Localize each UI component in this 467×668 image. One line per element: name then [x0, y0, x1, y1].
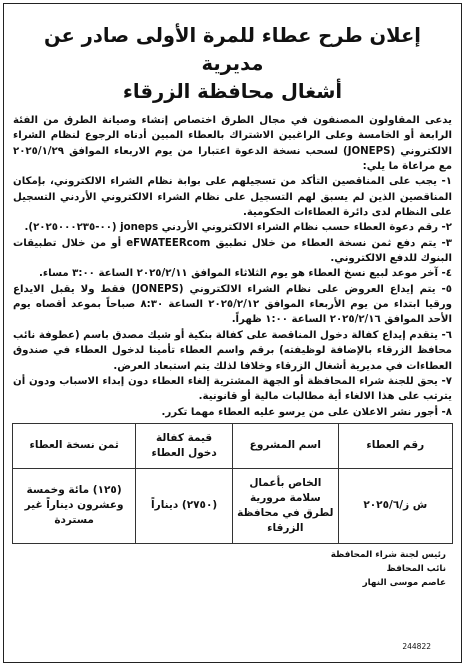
condition-item-3: ٣- يتم دفع ثمن نسخة العطاء من خلال تطبيق eFWATEERcom أو من خلال تطبيقات البنوك للدفع الالكتروني. — [13, 237, 452, 265]
condition-item-5: ٥- يتم إيداع العروض على نظام الشراء الالكتروني (JONEPS) فقط ولا يقبل الايداع ورقيا ابتداء من يوم الأربعاء الموافق ٢٠٢٥/٢/١٢ الساعة ٨:٣٠ صباحاً بموعد أقصاه يوم الأحد الموافق ٢٠٢٥/٢/١٦ الساعة ١:٠٠ ظهراً. — [13, 283, 452, 326]
header-bid-bond: قيمة كفالة دخول العطاء — [136, 423, 233, 468]
signature-line-1: رئيس لجنة شراء المحافظة — [330, 549, 446, 560]
header-tender-number: رقم العطاء — [338, 423, 452, 468]
condition-item-7: ٧- يحق للجنة شراء المحافظة أو الجهة المشترية إلغاء العطاء دون إبداء الاسباب ودون أن يترتب على هذا الالغاء أية مطالبات مالية أو قانونية. — [13, 375, 452, 403]
cell-project-name: الخاص بأعمال سلامة مرورية لطرق في محافظة الزرقاء — [233, 468, 339, 543]
condition-item-6: ٦- يتقدم إيداع كفالة دخول المناقصة على كفالة بنكية أو شيك مصدق باسم (عطوفة نائب محافظ الزرقاء بالإضافة لوظيفته) برقم واسم العطاء تأمينا لدخول العطاء في صندوق العطاءات في مديرية أشغال الزرقاء وخلافا لذلك يتم استبعاد العرض. — [13, 329, 452, 372]
cell-copy-price: (١٢٥) مائة وخمسة وعشرون ديناراً غير مستردة — [13, 468, 136, 543]
condition-item-1: ١- يجب على المناقصين التأكد من تسجيلهم على بوابة نظام الشراء الالكتروني، بإمكان المناقصين الذين لم يسبق لهم التسجيل على نظام الشراء الالكتروني الأردني التسجيل على النظام لدى دائرة العطاءات الحكومية. — [13, 176, 452, 219]
intro-paragraph: يدعى المقاولون المصنفون في مجال الطرق اختصاص إنشاء وصيانة الطرق من الفئة الرابعة أو الخامسة وعلى الراغبين الاشتراك بالعطاء المبين أدناه الرجوع لنظام الشراء الالكتروني (JONEPS) لسحب نسخة الدعوة اعتبارا من يوم الاربعاء الموافق ٢٠٢٥/١/٢٩ مع مراعاة ما يلي: — [13, 115, 452, 173]
announcement-frame — [3, 3, 462, 663]
condition-item-8: ٨- أجور نشر الاعلان على من يرسو عليه العطاء مهما تكرر. — [161, 406, 452, 418]
tender-table — [12, 423, 453, 544]
title-line-1: إعلان طرح عطاء للمرة الأولى صادر عن مديرية — [44, 24, 421, 75]
header-copy-price: ثمن نسخة العطاء — [13, 423, 136, 468]
table-row — [13, 468, 453, 543]
signature-line-3: عاصم موسى النهار — [362, 577, 446, 588]
header-project-name: اسم المشروع — [233, 423, 339, 468]
table-header-row — [13, 423, 453, 468]
condition-item-2: ٢- رقم دعوة العطاء حسب نظام الشراء الالكتروني الأردني joneps (٠٠-٢٠٢٥٠٠٠٢٣٥). — [24, 222, 452, 234]
title-line-2: أشغال محافظة الزرقاء — [122, 80, 343, 103]
reference-number: 244822 — [402, 642, 431, 651]
announcement-body — [4, 113, 461, 420]
signature-block — [4, 548, 461, 590]
cell-bid-bond: (٢٧٥٠) ديناراً — [136, 468, 233, 543]
signature-line-2: نائب المحافظ — [386, 563, 446, 574]
announcement-title — [4, 22, 461, 106]
condition-item-4: ٤- آخر موعد لبيع نسخ العطاء هو يوم الثلاثاء الموافق ٢٠٢٥/٢/١١ الساعة ٣:٠٠ مساء. — [39, 268, 452, 280]
cell-tender-number: ش ز/٢٠٢٥/٦ — [338, 468, 452, 543]
